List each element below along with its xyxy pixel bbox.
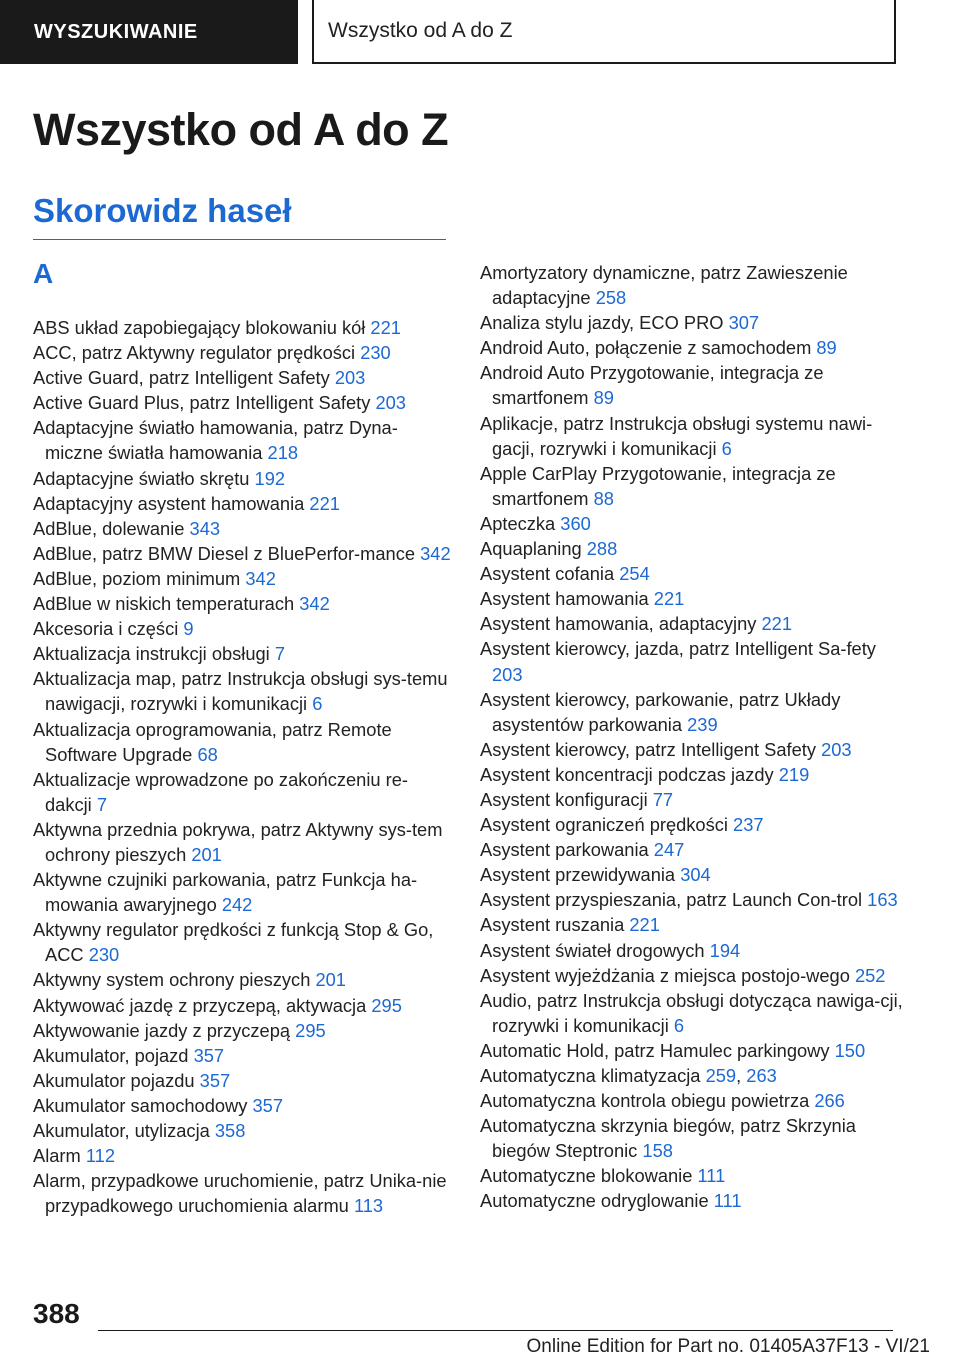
page-link[interactable]: 221 (653, 588, 685, 610)
section-title: Skorowidz haseł (33, 192, 292, 229)
page-link[interactable]: 342 (420, 542, 451, 564)
page-link[interactable]: 252 (854, 964, 886, 986)
index-entry-text: Asystent świateł drogowych (480, 939, 705, 961)
page-link[interactable]: 77 (652, 788, 674, 810)
page-link[interactable]: 237 (733, 814, 764, 836)
index-entry (480, 887, 905, 912)
index-entry (33, 1118, 453, 1143)
index-entry-text: Asystent przewidywania (480, 864, 676, 886)
index-entry-text: Aktywować jazdę z przyczepą, aktywacja (33, 994, 367, 1016)
page-link[interactable]: 239 (687, 713, 718, 735)
index-entry (33, 1018, 453, 1043)
index-entry (33, 717, 453, 767)
index-entry (33, 993, 453, 1018)
index-entry (33, 591, 453, 616)
index-entry-text: Asystent parkowania (480, 839, 649, 861)
page-link[interactable]: 357 (252, 1094, 284, 1116)
index-entry (480, 461, 905, 511)
section-divider (33, 239, 446, 240)
index-entry (480, 511, 905, 536)
page-link[interactable]: 88 (593, 487, 614, 509)
index-entry (480, 636, 905, 686)
page-link[interactable]: 203 (821, 738, 852, 760)
index-entry (480, 586, 905, 611)
index-entry-text: Asystent wyjeżdżania z miejsca postojo-wego (480, 964, 850, 986)
index-entry-text: Asystent kierowcy, jazda, patrz Intelligent Sa-fety (480, 638, 876, 660)
index-entry (480, 1188, 905, 1213)
page-link[interactable]: 6 (673, 1014, 685, 1036)
index-entry-text: Automatyczne odryglowanie (480, 1190, 709, 1212)
index-entry (480, 1113, 905, 1163)
index-entry (33, 491, 453, 516)
page-number: 388 (33, 1298, 80, 1329)
page-link[interactable]: 263 (746, 1065, 777, 1086)
index-entry (33, 390, 453, 415)
index-entry (33, 1168, 453, 1218)
index-entry (33, 1068, 453, 1093)
index-entry (480, 1163, 905, 1188)
index-entry (480, 687, 905, 737)
index-entry (480, 862, 905, 887)
index-entry (33, 867, 453, 917)
index-entry-text: Amortyzatory dynamiczne, patrz Zawieszenie adaptacyjne (480, 262, 848, 309)
index-entry-text: Aktualizacja oprogramowania, patrz Remote Software Upgrade (33, 718, 392, 765)
page-link[interactable]: 221 (629, 914, 660, 936)
footer-divider (98, 1330, 893, 1331)
index-entry-text: Adaptacyjny asystent hamowania (33, 492, 305, 514)
index-entry (33, 641, 453, 666)
index-entry-text: Asystent hamowania, adaptacyjny (480, 613, 757, 635)
index-entry (480, 762, 905, 787)
page-link[interactable]: 201 (191, 843, 222, 865)
page-link[interactable]: 113 (353, 1195, 384, 1217)
index-entry (480, 837, 905, 862)
index-entry (33, 666, 453, 716)
page-link[interactable]: 9 (183, 618, 194, 640)
page-link[interactable]: 158 (642, 1140, 673, 1162)
page-link[interactable]: 221 (761, 613, 793, 635)
index-entry-text: Android Auto Przygotowanie, integracja ze smartfonem (480, 362, 824, 409)
index-entry-text: Asystent hamowania (480, 588, 649, 610)
page-link[interactable]: 360 (560, 512, 591, 534)
index-entry-text: Aktualizacja instrukcji obsługi (33, 643, 270, 665)
page-link[interactable]: 68 (197, 743, 218, 765)
index-entry-text: Apteczka (480, 512, 556, 534)
page-link[interactable]: 221 (370, 317, 401, 338)
page-title: Wszystko od A do Z (33, 104, 449, 155)
index-entry (33, 415, 453, 465)
index-entry (33, 466, 453, 491)
index-entry (480, 310, 905, 335)
index-entry (33, 1043, 453, 1068)
page-link[interactable]: 288 (586, 538, 618, 560)
index-entry (480, 411, 905, 461)
index-entry (33, 516, 453, 541)
page-link[interactable]: 111 (697, 1165, 726, 1187)
index-entry-text: Asystent cofania (480, 563, 615, 585)
index-entry-text: Active Guard Plus, patrz Intelligent Safety (33, 392, 371, 414)
page-link[interactable]: 242 (221, 894, 253, 916)
index-entry-text: Asystent kierowcy, parkowanie, patrz Układy asystentów parkowania (480, 688, 841, 735)
page-link[interactable]: 218 (267, 442, 299, 464)
page-link[interactable]: 307 (728, 312, 760, 334)
page-link[interactable]: 295 (371, 994, 402, 1016)
index-entry (480, 335, 905, 360)
index-entry-text: Aquaplaning (480, 538, 582, 560)
index-entry-text: Akumulator, pojazd (33, 1044, 189, 1066)
index-entry-text: Akumulator pojazdu (33, 1069, 195, 1091)
index-entry (33, 616, 453, 641)
page-link[interactable]: 203 (492, 663, 523, 685)
index-entry (480, 938, 905, 963)
index-entry (480, 912, 905, 937)
index-entry (480, 360, 905, 410)
index-entry (480, 787, 905, 812)
page-link[interactable]: 304 (680, 864, 711, 886)
index-entry (33, 566, 453, 591)
page-link[interactable]: 259 (705, 1065, 737, 1086)
index-entry-text: Android Auto, połączenie z samochodem (480, 337, 812, 359)
page-link[interactable]: 89 (593, 387, 614, 409)
footer-edition-text: Online Edition for Part no. 01405A37F13 - VI/21 (526, 1336, 930, 1357)
index-entry-text: Aktualizacja map, patrz Instrukcja obsługi sys-temu nawigacji, rozrywki i komunikacji (33, 668, 448, 715)
top-navigation-bar (0, 0, 960, 66)
index-entry: Automatyczna klimatyzacja 259, 263 (480, 1065, 777, 1086)
index-entry (33, 967, 453, 992)
index-entry-text: Apple CarPlay Przygotowanie, integracja ze smartfonem (480, 462, 836, 509)
index-entry-text: Aktywne czujniki parkowania, patrz Funkcja ha-mowania awaryjnego (33, 869, 418, 916)
page-link[interactable]: 258 (595, 287, 627, 309)
page-link[interactable]: 230 (88, 944, 120, 966)
index-entry (480, 963, 905, 988)
index-entry (480, 812, 905, 837)
tab-search[interactable]: WYSZUKIWANIE (0, 0, 298, 64)
index-entry-text: Active Guard, patrz Intelligent Safety (33, 367, 330, 389)
index-entry-text: Asystent koncentracji podczas jazdy (480, 763, 774, 785)
page-link[interactable]: 6 (721, 437, 732, 459)
letter-heading: A (33, 258, 54, 289)
index-entry-text: Asystent kierowcy, patrz Intelligent Safety (480, 738, 816, 760)
page-link[interactable]: 230 (360, 342, 391, 364)
index-entry-text: Automatic Hold, patrz Hamulec parkingowy (480, 1039, 830, 1061)
page-link[interactable]: 111 (713, 1190, 742, 1212)
page-link[interactable]: 89 (816, 337, 837, 359)
page-link[interactable]: 357 (193, 1044, 225, 1066)
page-link[interactable]: 194 (709, 939, 741, 961)
index-entry (480, 561, 905, 586)
page-link[interactable]: 342 (299, 593, 330, 615)
index-entry-text: Asystent przyspieszania, patrz Launch Con-trol (480, 889, 863, 911)
page-link[interactable]: 266 (814, 1090, 845, 1112)
index-entry-text: Akumulator samochodowy (33, 1094, 248, 1116)
index-entry-text: Adaptacyjne światło hamowania, patrz Dyna-miczne światła hamowania (33, 417, 398, 464)
index-entry-text: Asystent ograniczeń prędkości (480, 814, 728, 836)
page-link[interactable]: 163 (867, 889, 898, 911)
index-entry (33, 340, 453, 365)
page-link[interactable]: 201 (315, 969, 346, 991)
index-entry-text: Aplikacje, patrz Instrukcja obsługi systemu nawi-gacji, rozrywki i komunikacji (480, 412, 873, 459)
page-link[interactable]: 358 (214, 1120, 246, 1141)
page-link[interactable]: 295 (295, 1019, 326, 1041)
index-entry-text: AdBlue, poziom minimum (33, 567, 241, 589)
index-entry (33, 767, 453, 817)
index-entry-text: Akcesoria i części (33, 618, 179, 640)
index-entry-text: Asystent konfiguracji (480, 788, 648, 810)
index-entry-text: Analiza stylu jazdy, ECO PRO (480, 312, 724, 334)
index-entry-text: AdBlue, dolewanie (33, 517, 185, 539)
index-entry (33, 1093, 453, 1118)
index-entry (33, 365, 453, 390)
page-link[interactable]: 357 (199, 1069, 231, 1091)
index-entry (480, 1088, 905, 1113)
index-entry (33, 315, 453, 340)
index-entry (480, 737, 905, 762)
index-entry-text: ACC, patrz Aktywny regulator prędkości (33, 342, 356, 364)
index-entry (480, 536, 905, 561)
index-entry-text: Aktywny regulator prędkości z funkcją Stop & Go, ACC (33, 919, 434, 966)
index-entry-text: Adaptacyjne światło skrętu (33, 467, 250, 489)
index-entry-text: Automatyczna skrzynia biegów, patrz Skrzynia biegów Steptronic (480, 1115, 856, 1162)
page-link[interactable]: 254 (619, 563, 650, 585)
index-entry-text: Asystent ruszania (480, 914, 625, 936)
index-entry (33, 541, 453, 566)
page-link[interactable]: 203 (334, 367, 366, 389)
page-link[interactable]: 221 (309, 492, 340, 514)
page-link[interactable]: 203 (375, 392, 406, 414)
index-entry (33, 917, 453, 967)
index-entry (480, 988, 905, 1038)
index-column-left (33, 315, 453, 1218)
index-entry (480, 611, 905, 636)
page-link[interactable]: 192 (254, 467, 286, 489)
index-entry-text: Alarm (33, 1145, 81, 1167)
index-entry-text: ABS układ zapobiegający blokowaniu kół (33, 317, 366, 338)
index-entry (33, 817, 453, 867)
index-entry-text: Aktywowanie jazdy z przyczepą (33, 1019, 291, 1041)
page-link[interactable]: 219 (778, 763, 810, 785)
page-link[interactable]: 6 (312, 693, 323, 715)
index-entry-text: Aktualizacje wprowadzone po zakończeniu re-dakcji (33, 768, 408, 815)
index-entry-text: Alarm, przypadkowe uruchomienie, patrz Unika-nie przypadkowego uruchomienia alarmu (33, 1170, 447, 1217)
page-link[interactable]: 7 (274, 643, 286, 665)
index-entry-text: Automatyczne blokowanie (480, 1165, 693, 1187)
index-entry (33, 1143, 453, 1168)
index-entry-text: Audio, patrz Instrukcja obsługi dotycząca nawiga-cji, rozrywki i komunikacji (480, 989, 903, 1036)
page-link[interactable]: 342 (245, 567, 276, 589)
index-entry-text: Automatyczna klimatyzacja (480, 1065, 701, 1086)
index-entry-text: Aktywna przednia pokrywa, patrz Aktywny sys-tem ochrony pieszych (33, 818, 443, 865)
page-link[interactable]: 343 (189, 517, 221, 539)
tab-a-to-z[interactable]: Wszystko od A do Z (312, 0, 896, 64)
index-entry-text: AdBlue, patrz BMW Diesel z BluePerfor-mance (33, 542, 416, 564)
index-entry-text: AdBlue w niskich temperaturach (33, 593, 295, 615)
page-link[interactable]: 150 (834, 1039, 866, 1061)
index-entry-text: Akumulator, utylizacja (33, 1120, 210, 1141)
index-entry (480, 1038, 905, 1063)
index-entry (480, 260, 905, 310)
index-entry-text: Automatyczna kontrola obiegu powietrza (480, 1090, 810, 1112)
index-entry-text: Aktywny system ochrony pieszych (33, 969, 311, 991)
page-link[interactable]: 7 (96, 793, 108, 815)
index-column-right (480, 260, 905, 1214)
page-link[interactable]: 247 (653, 839, 685, 861)
page-link[interactable]: 112 (85, 1145, 115, 1167)
